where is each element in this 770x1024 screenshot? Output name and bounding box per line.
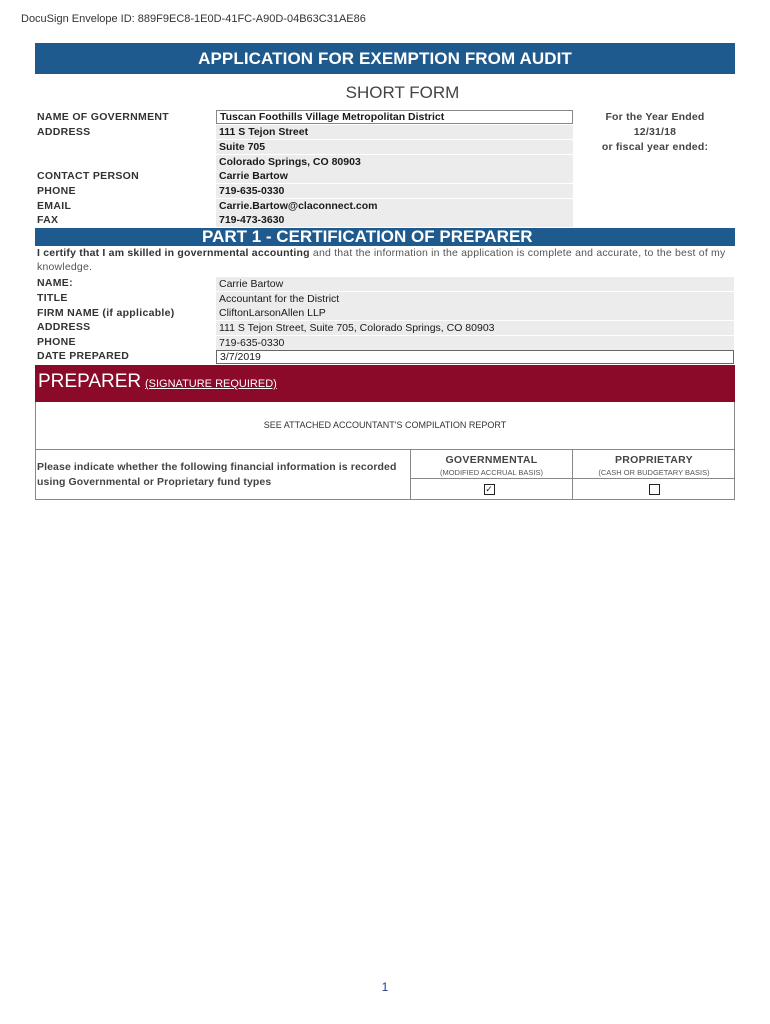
label-preparer-title: TITLE — [37, 292, 68, 304]
page-number: 1 — [381, 980, 389, 994]
signature-box[interactable] — [35, 402, 735, 450]
label-firm-name: FIRM NAME (if applicable) — [37, 307, 175, 319]
preparer-phone-field[interactable]: 719-635-0330 — [216, 336, 734, 350]
governmental-header: GOVERNMENTAL — [445, 454, 538, 466]
fund-type-section — [35, 450, 735, 500]
envelope-id: DocuSign Envelope ID: 889F9EC8-1E0D-41FC-A90D-04B63C31AE86 — [21, 13, 366, 25]
year-ended-label: For the Year Ended — [605, 111, 705, 123]
firm-name-field[interactable]: CliftonLarsonAllen LLP — [216, 306, 734, 320]
fax-field[interactable]: 719-473-3630 — [216, 213, 573, 227]
preparer-address-field[interactable]: 111 S Tejon Street, Suite 705, Colorado Springs, CO 80903 — [216, 321, 734, 335]
proprietary-divider — [573, 478, 735, 479]
label-fax: FAX — [37, 214, 59, 226]
form-title: APPLICATION FOR EXEMPTION FROM AUDIT — [35, 43, 735, 74]
year-ended-date: 12/31/18 — [633, 126, 677, 138]
fund-type-question: Please indicate whether the following financial information is recorded using Governmental or Proprietary fund types — [37, 461, 397, 488]
proprietary-basis: (CASH OR BUDGETARY BASIS) — [598, 468, 710, 477]
preparer-label: PREPARER — [38, 371, 142, 392]
preparer-header — [35, 365, 735, 402]
label-phone: PHONE — [37, 185, 76, 197]
certification-statement — [37, 246, 737, 274]
governmental-column — [410, 450, 572, 499]
phone-field[interactable]: 719-635-0330 — [216, 184, 573, 198]
certify-bold-text: I certify that I am skilled in governmental accounting — [37, 247, 310, 259]
address-line2-field[interactable]: Suite 705 — [216, 140, 573, 154]
label-preparer-name: NAME: — [37, 277, 73, 289]
proprietary-header: PROPRIETARY — [615, 454, 693, 466]
label-preparer-address: ADDRESS — [37, 321, 91, 333]
government-name-field[interactable]: Tuscan Foothills Village Metropolitan District — [216, 110, 573, 124]
proprietary-checkbox[interactable] — [649, 484, 660, 495]
governmental-divider — [411, 478, 572, 479]
date-prepared-field[interactable]: 3/7/2019 — [216, 350, 734, 364]
proprietary-column — [572, 450, 735, 499]
attached-report-note: SEE ATTACHED ACCOUNTANT'S COMPILATION REPORT — [263, 420, 507, 430]
year-ended-block — [580, 110, 730, 155]
preparer-title-field[interactable]: Accountant for the District — [216, 292, 734, 306]
part1-header — [35, 228, 735, 246]
address-line3-field[interactable]: Colorado Springs, CO 80903 — [216, 155, 573, 169]
signature-required-note: (SIGNATURE REQUIRED) — [145, 378, 277, 390]
address-line1-field[interactable]: 111 S Tejon Street — [216, 125, 573, 139]
governmental-checkbox[interactable]: ✓ — [485, 484, 493, 494]
part1-title: PART 1 - CERTIFICATION OF PREPARER — [202, 227, 533, 246]
governmental-basis: (MODIFIED ACCRUAL BASIS) — [439, 468, 544, 477]
contact-person-field[interactable]: Carrie Bartow — [216, 169, 573, 183]
label-name-of-government: NAME OF GOVERNMENT — [37, 111, 169, 123]
label-email: EMAIL — [37, 200, 72, 212]
label-date-prepared: DATE PREPARED — [37, 350, 130, 362]
form-subtitle-text: SHORT FORM — [345, 83, 460, 102]
certify-rest-text: and that the information in the application is complete and accurate, to the best of my knowledge. — [37, 247, 726, 273]
preparer-name-field[interactable]: Carrie Bartow — [216, 277, 734, 291]
form-subtitle — [35, 83, 770, 103]
label-contact-person: CONTACT PERSON — [37, 170, 140, 182]
email-field[interactable]: Carrie.Bartow@claconnect.com — [216, 199, 573, 213]
label-address: ADDRESS — [37, 126, 91, 138]
fiscal-year-label: or fiscal year ended: — [601, 141, 709, 153]
label-preparer-phone: PHONE — [37, 336, 76, 348]
